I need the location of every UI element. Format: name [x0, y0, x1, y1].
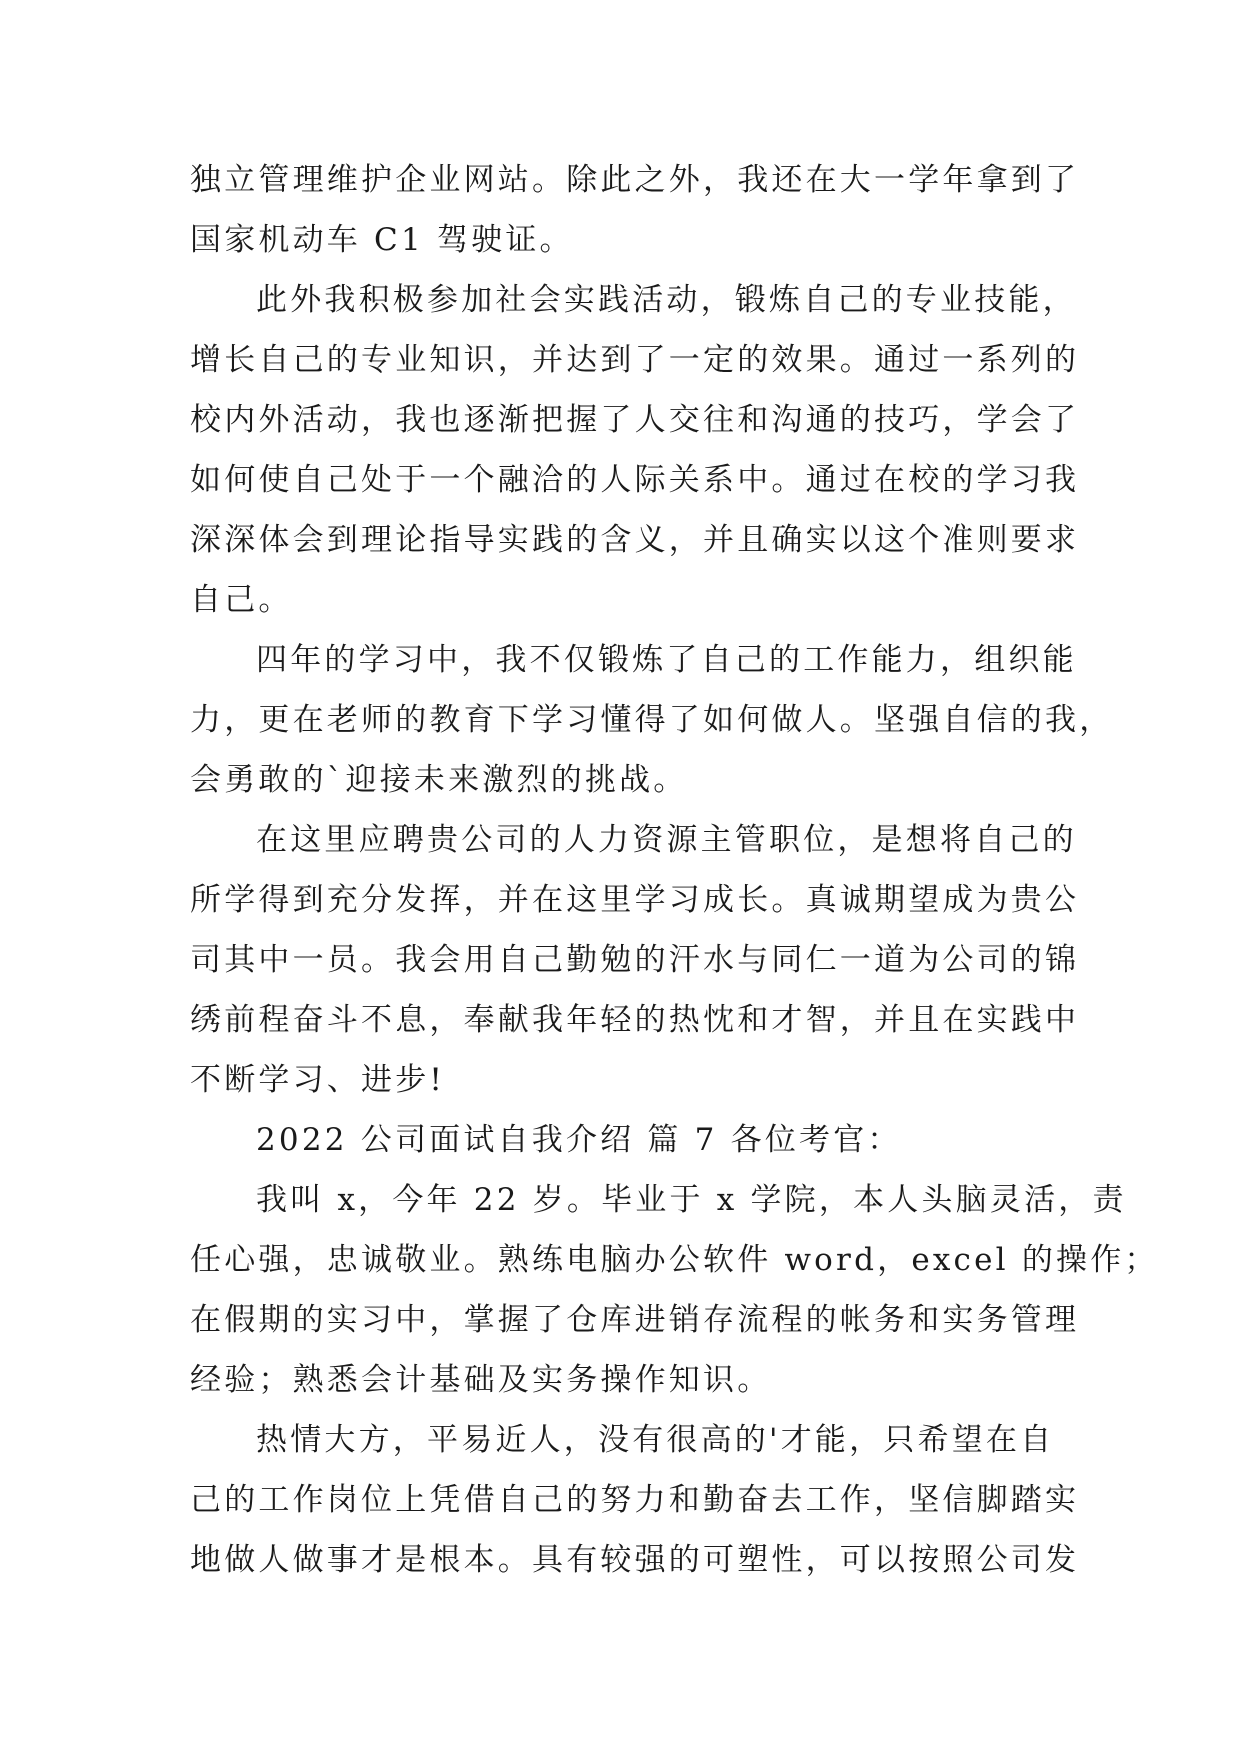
text-line: 任心强，忠诚敬业。熟练电脑办公软件 word，excel 的操作；	[190, 1242, 1159, 1278]
text-line: 增长自己的专业知识，并达到了一定的效果。通过一系列的	[190, 342, 1080, 378]
text-line: 此外我积极参加社会实践活动，锻炼自己的专业技能，	[256, 282, 1077, 318]
text-line: 力，更在老师的教育下学习懂得了如何做人。坚强自信的我，	[190, 702, 1114, 738]
text-line: 所学得到充分发挥，并在这里学习成长。真诚期望成为贵公	[190, 882, 1080, 918]
section-heading: 2022 公司面试自我介绍 篇 7 各位考官：	[256, 1122, 902, 1158]
text-line: 自己。	[190, 582, 293, 618]
text-line: 经验；熟悉会计基础及实务操作知识。	[190, 1362, 772, 1398]
text-line: 在假期的实习中，掌握了仓库进销存流程的帐务和实务管理	[190, 1302, 1080, 1338]
text-line: 绣前程奋斗不息，奉献我年轻的热忱和才智，并且在实践中	[190, 1002, 1080, 1038]
text-line: 司其中一员。我会用自己勤勉的汗水与同仁一道为公司的锦	[190, 942, 1080, 978]
text-line: 独立管理维护企业网站。除此之外，我还在大一学年拿到了	[190, 162, 1080, 198]
text-line: 己的工作岗位上凭借自己的努力和勤奋去工作，坚信脚踏实	[190, 1482, 1080, 1518]
text-line: 国家机动车 C1 驾驶证。	[190, 222, 574, 258]
text-line: 校内外活动，我也逐渐把握了人交往和沟通的技巧，学会了	[190, 402, 1080, 438]
text-line: 我叫 x，今年 22 岁。毕业于 x 学院，本人头脑灵活，责	[256, 1182, 1127, 1218]
text-line: 如何使自己处于一个融洽的人际关系中。通过在校的学习我	[190, 462, 1080, 498]
text-line: 深深体会到理论指导实践的含义，并且确实以这个准则要求	[190, 522, 1080, 558]
text-line: 在这里应聘贵公司的人力资源主管职位，是想将自己的	[256, 822, 1077, 858]
text-line: 四年的学习中，我不仅锻炼了自己的工作能力，组织能	[256, 642, 1077, 678]
text-line: 会勇敢的`迎接未来激烈的挑战。	[190, 762, 688, 798]
text-line: 不断学习、进步!	[190, 1062, 446, 1098]
text-line: 热情大方，平易近人，没有很高的'才能，只希望在自	[256, 1422, 1055, 1458]
text-line: 地做人做事才是根本。具有较强的可塑性，可以按照公司发	[190, 1542, 1080, 1578]
document-page	[190, 150, 1159, 1590]
